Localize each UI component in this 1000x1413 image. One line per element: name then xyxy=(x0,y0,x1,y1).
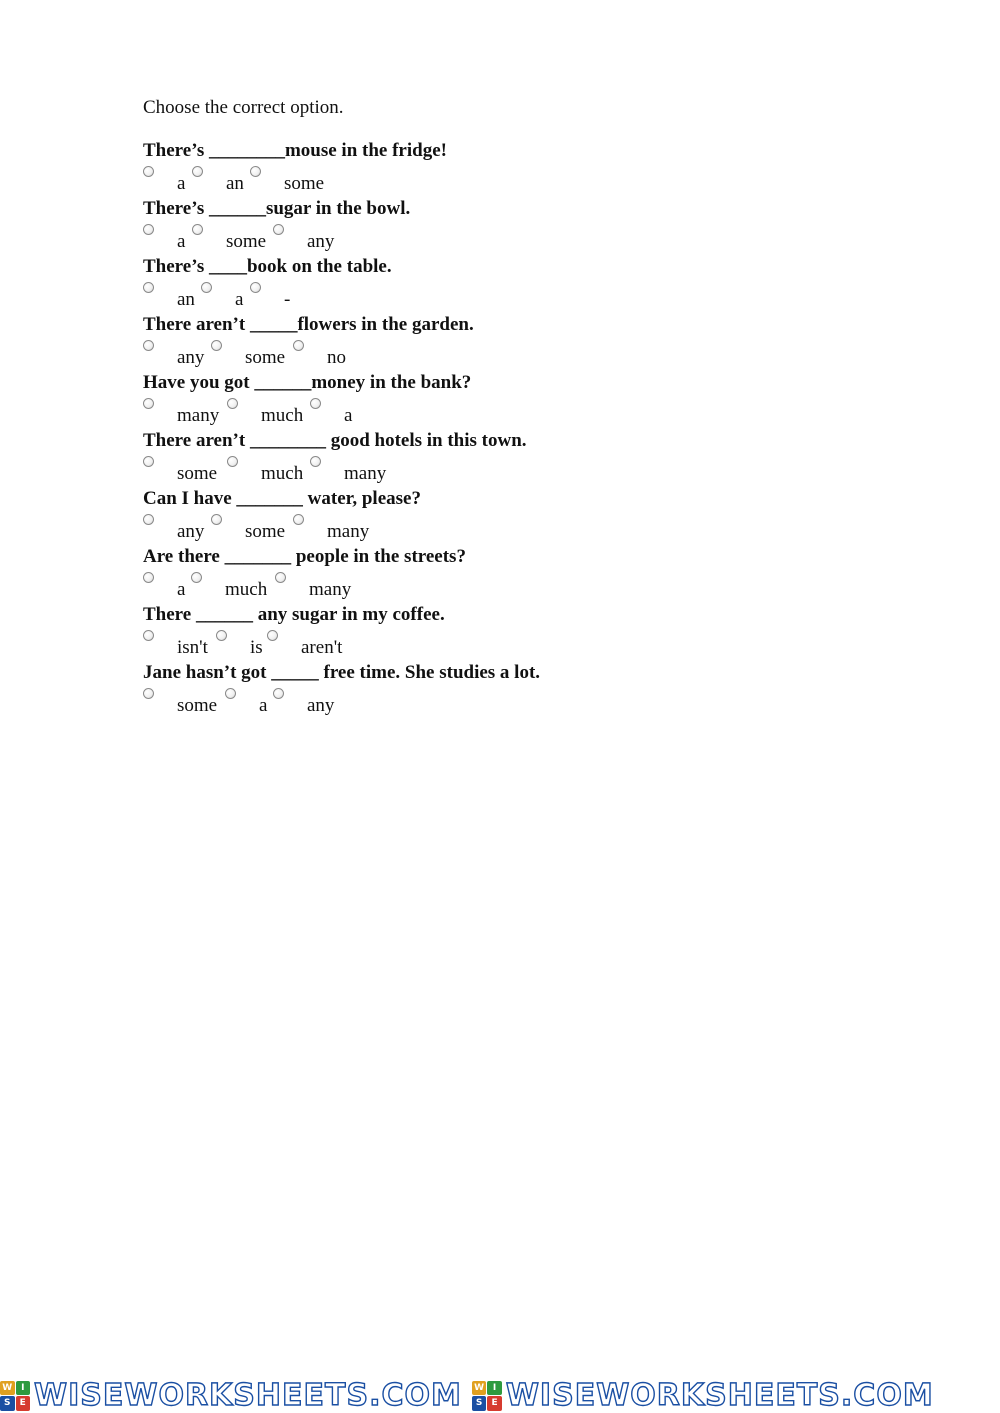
radio-button[interactable] xyxy=(250,166,261,177)
radio-button[interactable] xyxy=(293,514,304,525)
logo-mark-letter: S xyxy=(0,1396,15,1411)
radio-button[interactable] xyxy=(143,456,154,467)
option-label: any xyxy=(177,521,205,542)
option-label: some xyxy=(177,463,218,484)
radio-button[interactable] xyxy=(227,456,238,467)
option-label: aren't xyxy=(301,637,343,658)
radio-button[interactable] xyxy=(293,340,304,351)
option-group xyxy=(143,627,903,661)
option-group xyxy=(143,685,903,719)
question-text: Can I have _______ water, please? xyxy=(143,488,421,509)
radio-button[interactable] xyxy=(201,282,212,293)
radio-button[interactable] xyxy=(273,224,284,235)
question-text: Jane hasn’t got _____ free time. She studies a lot. xyxy=(143,662,541,683)
radio-button[interactable] xyxy=(273,688,284,699)
logo-mark-letter: S xyxy=(472,1396,487,1411)
radio-button[interactable] xyxy=(267,630,278,641)
option-group xyxy=(143,511,903,545)
option-label: some xyxy=(245,521,286,542)
worksheet xyxy=(143,94,903,719)
option-label: many xyxy=(177,405,220,426)
option-label: some xyxy=(245,347,286,368)
option-label: many xyxy=(327,521,370,542)
radio-button[interactable] xyxy=(192,166,203,177)
footer-logo xyxy=(472,1380,934,1412)
radio-button[interactable] xyxy=(143,340,154,351)
logo-mark-letter: E xyxy=(16,1396,31,1411)
radio-button[interactable] xyxy=(143,572,154,583)
option-label: some xyxy=(284,173,325,194)
option-label: any xyxy=(307,231,335,252)
radio-button[interactable] xyxy=(310,398,321,409)
logo-text: WISEWORKSHEETS.COM xyxy=(34,1378,462,1413)
radio-button[interactable] xyxy=(310,456,321,467)
option-label: a xyxy=(177,579,186,600)
radio-button[interactable] xyxy=(143,630,154,641)
option-group xyxy=(143,395,903,429)
option-label: an xyxy=(177,289,195,310)
option-label: no xyxy=(327,347,346,368)
radio-button[interactable] xyxy=(227,398,238,409)
option-label: any xyxy=(177,347,205,368)
radio-button[interactable] xyxy=(143,224,154,235)
option-group xyxy=(143,569,903,603)
option-group xyxy=(143,221,903,255)
option-label: much xyxy=(225,579,268,600)
option-label: much xyxy=(261,463,304,484)
option-label: an xyxy=(226,173,244,194)
radio-button[interactable] xyxy=(143,398,154,409)
option-group xyxy=(143,337,903,371)
option-label: much xyxy=(261,405,304,426)
option-group xyxy=(143,453,903,487)
logo-mark-letter: W xyxy=(0,1381,15,1396)
radio-button[interactable] xyxy=(250,282,261,293)
option-label: is xyxy=(250,637,263,658)
logo-mark-icon xyxy=(472,1381,502,1411)
question-text: There’s ____book on the table. xyxy=(143,256,392,277)
option-label: a xyxy=(259,695,268,716)
option-label: some xyxy=(226,231,267,252)
logo-mark-letter: W xyxy=(472,1381,487,1396)
radio-button[interactable] xyxy=(211,340,222,351)
question-text: There’s ______sugar in the bowl. xyxy=(143,198,411,219)
option-label: isn't xyxy=(177,637,208,658)
question-text: There aren’t ________ good hotels in this town. xyxy=(143,430,527,451)
option-label: a xyxy=(344,405,353,426)
question-text: Have you got ______money in the bank? xyxy=(143,372,472,393)
logo-mark-icon xyxy=(0,1381,30,1411)
option-label: some xyxy=(177,695,218,716)
question-text: There aren’t _____flowers in the garden. xyxy=(143,314,474,335)
radio-button[interactable] xyxy=(216,630,227,641)
option-group xyxy=(143,279,903,313)
question-text: There’s ________mouse in the fridge! xyxy=(143,140,447,161)
question-text: There ______ any sugar in my coffee. xyxy=(143,604,445,625)
option-label: any xyxy=(307,695,335,716)
radio-button[interactable] xyxy=(191,572,202,583)
question-text: Are there _______ people in the streets? xyxy=(143,546,466,567)
logo-text: WISEWORKSHEETS.COM xyxy=(505,1378,934,1413)
instruction-text: Choose the correct option. xyxy=(143,97,344,118)
radio-button[interactable] xyxy=(192,224,203,235)
radio-button[interactable] xyxy=(143,514,154,525)
radio-button[interactable] xyxy=(143,166,154,177)
footer-banner xyxy=(0,1378,1000,1413)
radio-button[interactable] xyxy=(275,572,286,583)
option-label: many xyxy=(309,579,352,600)
logo-mark-letter: I xyxy=(16,1381,31,1396)
radio-button[interactable] xyxy=(225,688,236,699)
option-label: a xyxy=(177,231,186,252)
option-label: - xyxy=(284,289,291,310)
logo-mark-letter: E xyxy=(487,1396,502,1411)
radio-button[interactable] xyxy=(211,514,222,525)
option-label: a xyxy=(235,289,244,310)
option-group xyxy=(143,163,903,197)
radio-button[interactable] xyxy=(143,688,154,699)
footer-logo xyxy=(0,1380,462,1412)
option-label: many xyxy=(344,463,387,484)
logo-mark-letter: I xyxy=(487,1381,502,1396)
option-label: a xyxy=(177,173,186,194)
radio-button[interactable] xyxy=(143,282,154,293)
question-list xyxy=(143,139,903,719)
